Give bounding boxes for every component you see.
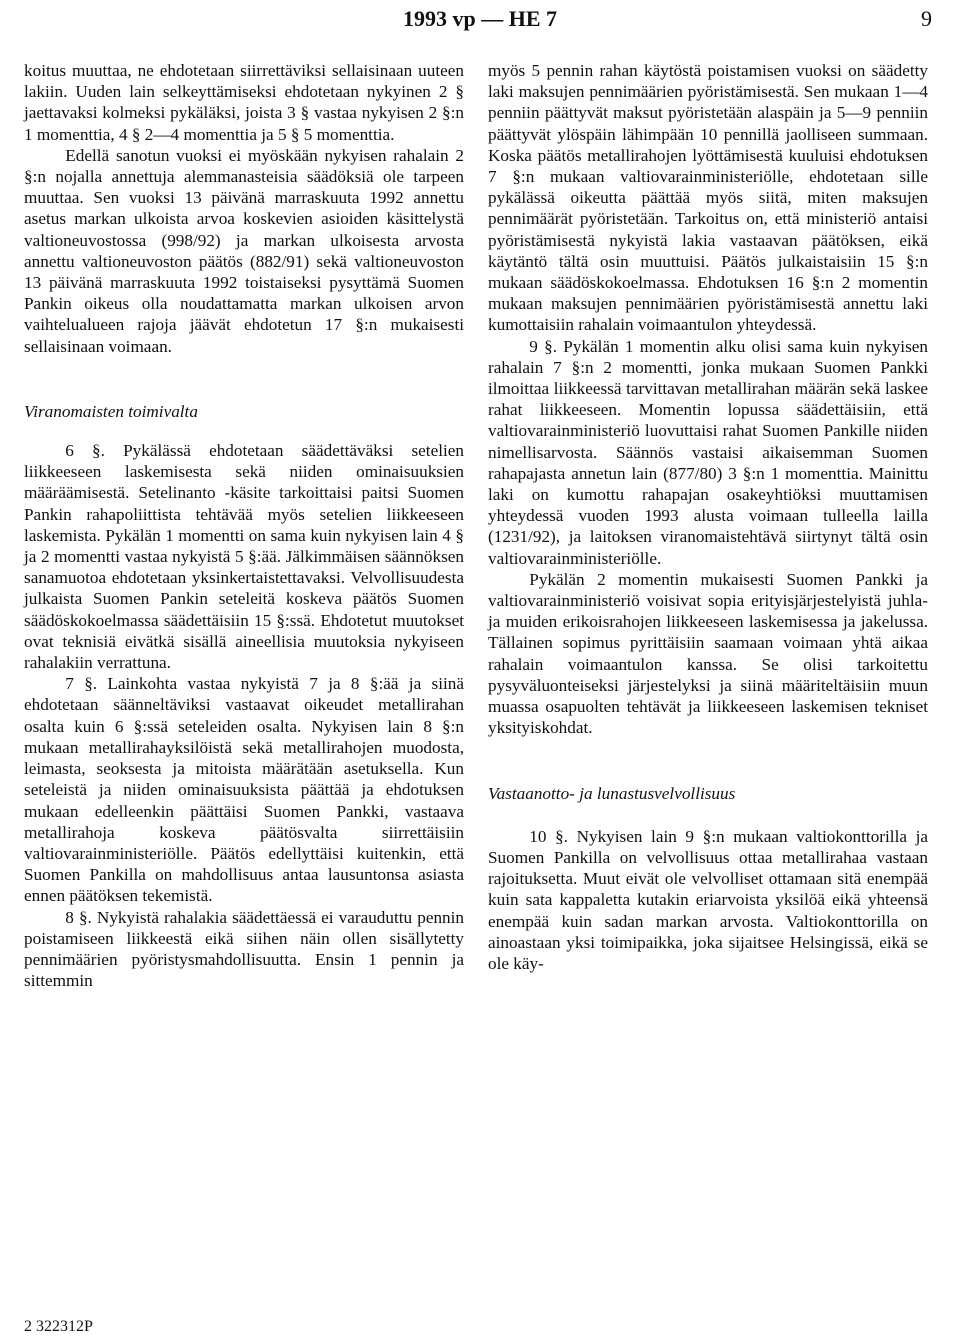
left-paragraph-section-8: 8 §. Nykyistä rahalakia säädettäessä ei varauduttu pennin poistamiseen liikkeestä eikä siihen näin ollen sisällytetty pennimäärien pyöristysmahdollisuutta. Ensin 1 pennin ja sittemmin [24, 907, 464, 991]
right-column [488, 60, 928, 974]
header-title: 1993 vp — HE 7 [402, 6, 558, 31]
section-heading-vastaanotto: Vastaanotto- ja lunastusvelvollisuus [488, 783, 736, 803]
right-paragraph-1: myös 5 pennin rahan käytöstä poistamisen vuoksi on säädetty laki maksujen pennimäärien pyöristämisestä. Sen mukaan 1—4 penniin päättyvät maksut pyöristetään alaspäin ja 5—9 penniin päättyvät ylöspäin lähimpään 10 pennillä jaolliseen summaan. Koska päätös metallirahojen lyöttämisestä kuuluisi ehdotuksen 7 §:n mukaan valtiovarainministeriölle, ehdotetaan sille pykälässä oikeutta päättää myös siitä, miten maksujen pennimäärät pyöristetään. Tarkoitus on, että ministeriö antaisi pyöristämisestä nykyistä lakia vastaavan päätöksen, eikä käytäntö tältä osin muuttuisi. Päätös julkaistaisiin 15 §:n mukaan säädöskokoelmassa. Ehdotuksen 16 §:n 2 momentin mukaan maksujen pennimäärien pyöristämisestä annettu laki kumottaisiin rahalain voimaantulon yhteydessä. [488, 61, 928, 335]
right-paragraph-section-9: 9 §. Pykälän 1 momentin alku olisi sama kuin nykyisen rahalain 7 §:n 2 momentti, jonka mukaan Suomen Pankki ilmoittaa liikkeessä tarvittavan metallirahan määrän sekä laskee rahat liikkeeseen. Momentin lopussa säädettäisiin, että valtiovarainministeriö luovuttaisi rahat Suomen Pankille niiden nimellisarvosta. Säännös vastaisi aikaisemman Suomen rahapajasta annetun lain (877/80) 3 §:n 1 momenttia. Mainittu laki on kumottu rahapajan osakeyhtiöksi muuttamisen yhteydessä vuoden 1993 alusta voimaan tulleella lailla (1231/92), ja laitoksen viranomaistehtävä siirtynyt tältä osin valtiovarainministeriölle. [488, 336, 928, 568]
right-paragraph-3: Pykälän 2 momentin mukaisesti Suomen Pankki ja valtiovarainministeriö voisivat sopia erityisjärjestelyistä juhla- ja muiden erikoisrahojen liikkeeseen laskemisessa ja jakelussa. Tällainen sopimus pyrittäisiin saamaan voimaan yhtä aikaa rahalain voimaantulon kanssa. Se olisi tarkoitettu pysyväluonteiseksi järjestelyksi ja siinä määriteltäisiin muun muassa osapuolten tehtävät ja liikkeeseen laskemisen tekniset yksityiskohdat. [488, 569, 928, 738]
page-number: 9 [921, 6, 932, 31]
footer-code: 2 322312P [24, 1318, 93, 1335]
left-column [24, 60, 464, 991]
left-paragraph-section-6: 6 §. Pykälässä ehdotetaan säädettäväksi setelien liikkeeseen laskemisesta sekä niiden ominaisuuksien määräämisestä. Setelinanto -käsite tarkoittaisi paitsi Suomen Pankin rahapoliittista tehtävää myös setelien liikkeeseen laskemista. Pykälän 1 momentti on sama kuin nykyisen lain 4 § ja 2 momentti vastaa nykyistä 5 §:ää. Jälkimmäisen säännöksen sanamuotoa ehdotetaan yksinkertaistettavaksi. Velvollisuudesta julkaista Suomen Pankin seteleitä koskeva päätös Suomen säädöskokoelmassa säädettäisiin 15 §:ssä. Ehdotetut muutokset ovat teknisiä eivätkä sisällä aineellisia muutoksia nykyiseen rahalakiin verrattuna. [24, 441, 464, 673]
page-header [0, 6, 960, 36]
right-paragraph-section-10: 10 §. Nykyisen lain 9 §:n mukaan valtiokonttorilla ja Suomen Pankilla on velvollisuus ottaa metallirahaa vastaan rajoituksetta. Muut eivät ole velvolliset ottamaan sitä enempää kuin sata kappaletta kutakin eriarvoista yksilöä eikä yhteensä enempää kuin sadan markan arvosta. Valtiokonttorilla on ainoastaan yksi toimipaikka, joka sijaitsee Helsingissä, eikä se ole käy- [488, 826, 928, 973]
left-paragraph-1: koitus muuttaa, ne ehdotetaan siirrettäviksi sellaisinaan uuteen lakiin. Uuden lain selkeyttämiseksi ehdotetaan nykyinen 2 § jaettavaksi kolmeksi pykäläksi, joista 3 § vastaa nykyisen 2 §:n 1 momenttia, 4 § 2—4 momenttia ja 5 § 5 momenttia. [24, 61, 464, 144]
left-paragraph-section-7: 7 §. Lainkohta vastaa nykyistä 7 ja 8 §:ää ja siinä ehdotetaan säänneltäviksi vastaavat oikeudet metallirahan osalta kuin 6 §:ssä seteleiden osalta. Nykyisen lain 8 §:n mukaan metallirahayksilöistä sekä metallirahojen muodosta, leimasta, seoksesta ja mitoista määrätään asetuksella. Kun seteleistä ja niiden ominaisuuksista päättää ja ehdotuksen mukaan edelleenkin päättäisi Suomen Pankki, vastaava metallirahoja koskeva päätösvalta siirrettäisiin valtiovarainministeriölle. Päätös edellyttäisi kuitenkin, että Suomen Pankilla on mahdollisuus antaa lausuntonsa asiasta ennen päätöksen tekemistä. [24, 674, 464, 906]
left-paragraph-2: Edellä sanotun vuoksi ei myöskään nykyisen rahalain 2 §:n nojalla annettuja alemmanasteisia säädöksiä ole tarpeen muuttaa. Sen vuoksi 13 päivänä marraskuuta 1992 annettu asetus markan ulkoista arvoa koskevien asioiden käsittelystä valtioneuvostossa (998/92) ja markan ulkoisesta arvosta annettu valtioneuvoston päätös (882/91) sekä valtioneuvoston 13 päivänä marraskuuta 1992 toistaiseksi pysyttämä Suomen Pankin oikeus olla noudattamatta markan ulkoisen arvon vaihtelualueen rajoja jäävät ehdotetun 17 §:n mukaisesti sellaisinaan voimaan. [24, 145, 464, 356]
section-heading-viranomaisten: Viranomaisten toimivalta [24, 401, 198, 421]
